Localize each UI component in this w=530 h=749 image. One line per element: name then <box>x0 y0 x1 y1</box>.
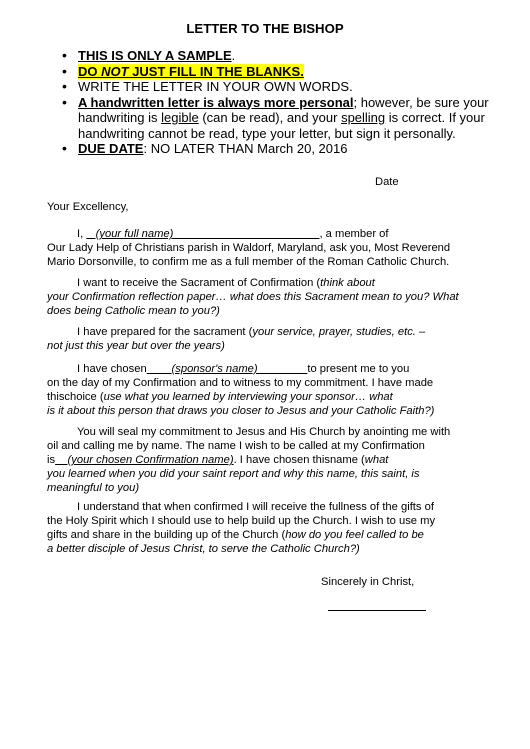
signature-line[interactable] <box>328 610 426 611</box>
due-date-value: : NO LATER THAN March 20, 2016 <box>143 141 348 156</box>
confirmation-name-blank[interactable]: (your chosen Confirmation name) <box>55 454 234 466</box>
salutation: Your Excellency, <box>47 201 129 213</box>
highlighted-warning: DO NOT JUST FILL IN THE BLANKS. <box>78 63 304 79</box>
instructions-list <box>62 48 502 157</box>
paragraph-sponsor: I have chosen (sponsor's name) to present me to you on the day of my Confirmation and to witness to my commitment. I have made thischoice (use what you learned by interviewing your sponsor… what is it about this person that draws you closer to Jesus and your Catholic Faith?) <box>47 363 435 417</box>
full-name-blank[interactable]: (your full name) <box>86 228 320 240</box>
paragraph-gifts: I understand that when confirmed I will receive the fullness of the gifts of the Holy Spirit which I should use to help build up the Church. I wish to use my gifts and share in the building up of the Church (how do you feel called to be a better disciple of Jesus Christ, to serve the Catholic Church?) <box>47 501 436 555</box>
list-item: • WRITE THE LETTER IN YOUR OWN WORDS. <box>62 79 502 95</box>
due-date-label: DUE DATE <box>78 141 144 156</box>
paragraph-confirmation-name: You will seal my commitment to Jesus and His Church by anointing me with oil and calling me by name. The name I wish to be called at my Confirmation is (your chosen Confirmation name). I have chosen thisname (what you learned when you did your saint report and why this name, this saint, is meaningful to you) <box>47 426 451 494</box>
sample-notice: THIS IS ONLY A SAMPLE <box>78 48 232 63</box>
page-title: LETTER TO THE BISHOP <box>186 21 344 36</box>
list-item: • THIS IS ONLY A SAMPLE. <box>62 48 502 64</box>
list-item: • A handwritten letter is always more personal; however, be sure your handwriting is legible (can be read), and your spelling is correct. If your handwriting cannot be read, type your letter, but sign it personally. <box>62 95 502 142</box>
paragraph-intro: I, (your full name) , a member of Our Lady Help of Christians parish in Waldorf, Maryland, ask you, Most Reverend Mario Dorsonville, to confirm me as a full member of the Roman Catholic Church. <box>47 228 451 268</box>
list-item <box>62 64 502 80</box>
date-label: Date <box>375 176 399 188</box>
closing: Sincerely in Christ, <box>321 576 415 588</box>
paragraph-preparation: I have prepared for the sacrament (your service, prayer, studies, etc. – not just this year but over the years) <box>47 326 426 352</box>
paragraph-sacrament: I want to receive the Sacrament of Confirmation (think about your Confirmation reflection paper… what does this Sacrament mean to you? What does being Catholic mean to you?) <box>47 277 459 317</box>
list-item <box>62 141 502 157</box>
sponsor-name-blank[interactable]: (sponsor's name) <box>146 363 308 375</box>
